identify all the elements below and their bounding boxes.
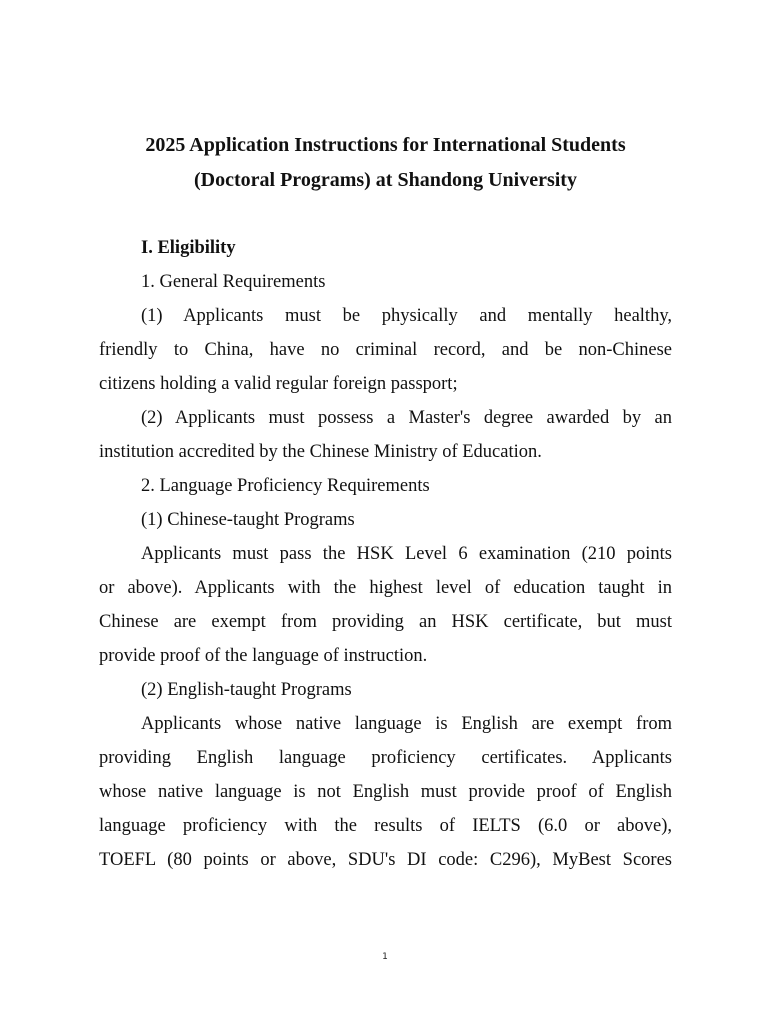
- paragraph-line: (2) Applicants must possess a Master's degree awarded by an: [141, 408, 672, 428]
- paragraph-line: providing English language proficiency certificates. Applicants: [99, 748, 672, 768]
- subheading-language-requirements: 2. Language Proficiency Requirements: [141, 476, 430, 496]
- paragraph-line: friendly to China, have no criminal record, and be non-Chinese: [99, 340, 672, 360]
- paragraph-line: language proficiency with the results of IELTS (6.0 or above),: [99, 816, 672, 836]
- document-title-line-1: 2025 Application Instructions for International Students: [145, 134, 626, 156]
- document-title-line-2: (Doctoral Programs) at Shandong University: [194, 169, 577, 191]
- subheading-general-requirements: 1. General Requirements: [141, 272, 326, 292]
- paragraph-line: whose native language is not English must provide proof of English: [99, 782, 672, 802]
- paragraph-line: citizens holding a valid regular foreign passport;: [99, 374, 458, 394]
- page-number: 1: [382, 952, 388, 962]
- paragraph-line: or above). Applicants with the highest level of education taught in: [99, 578, 672, 598]
- paragraph-line: Chinese are exempt from providing an HSK certificate, but must: [99, 612, 672, 632]
- paragraph-line: (1) Applicants must be physically and mentally healthy,: [141, 306, 672, 326]
- section-heading-eligibility: I. Eligibility: [141, 238, 236, 258]
- subheading-english-taught: (2) English-taught Programs: [141, 680, 352, 700]
- subheading-chinese-taught: (1) Chinese-taught Programs: [141, 510, 355, 530]
- paragraph-line: TOEFL (80 points or above, SDU's DI code: C296), MyBest Scores: [99, 850, 672, 870]
- paragraph-line: Applicants whose native language is English are exempt from: [141, 714, 672, 734]
- paragraph-line: provide proof of the language of instruction.: [99, 646, 428, 666]
- paragraph-line: Applicants must pass the HSK Level 6 examination (210 points: [141, 544, 672, 564]
- paragraph-line: institution accredited by the Chinese Ministry of Education.: [99, 442, 542, 462]
